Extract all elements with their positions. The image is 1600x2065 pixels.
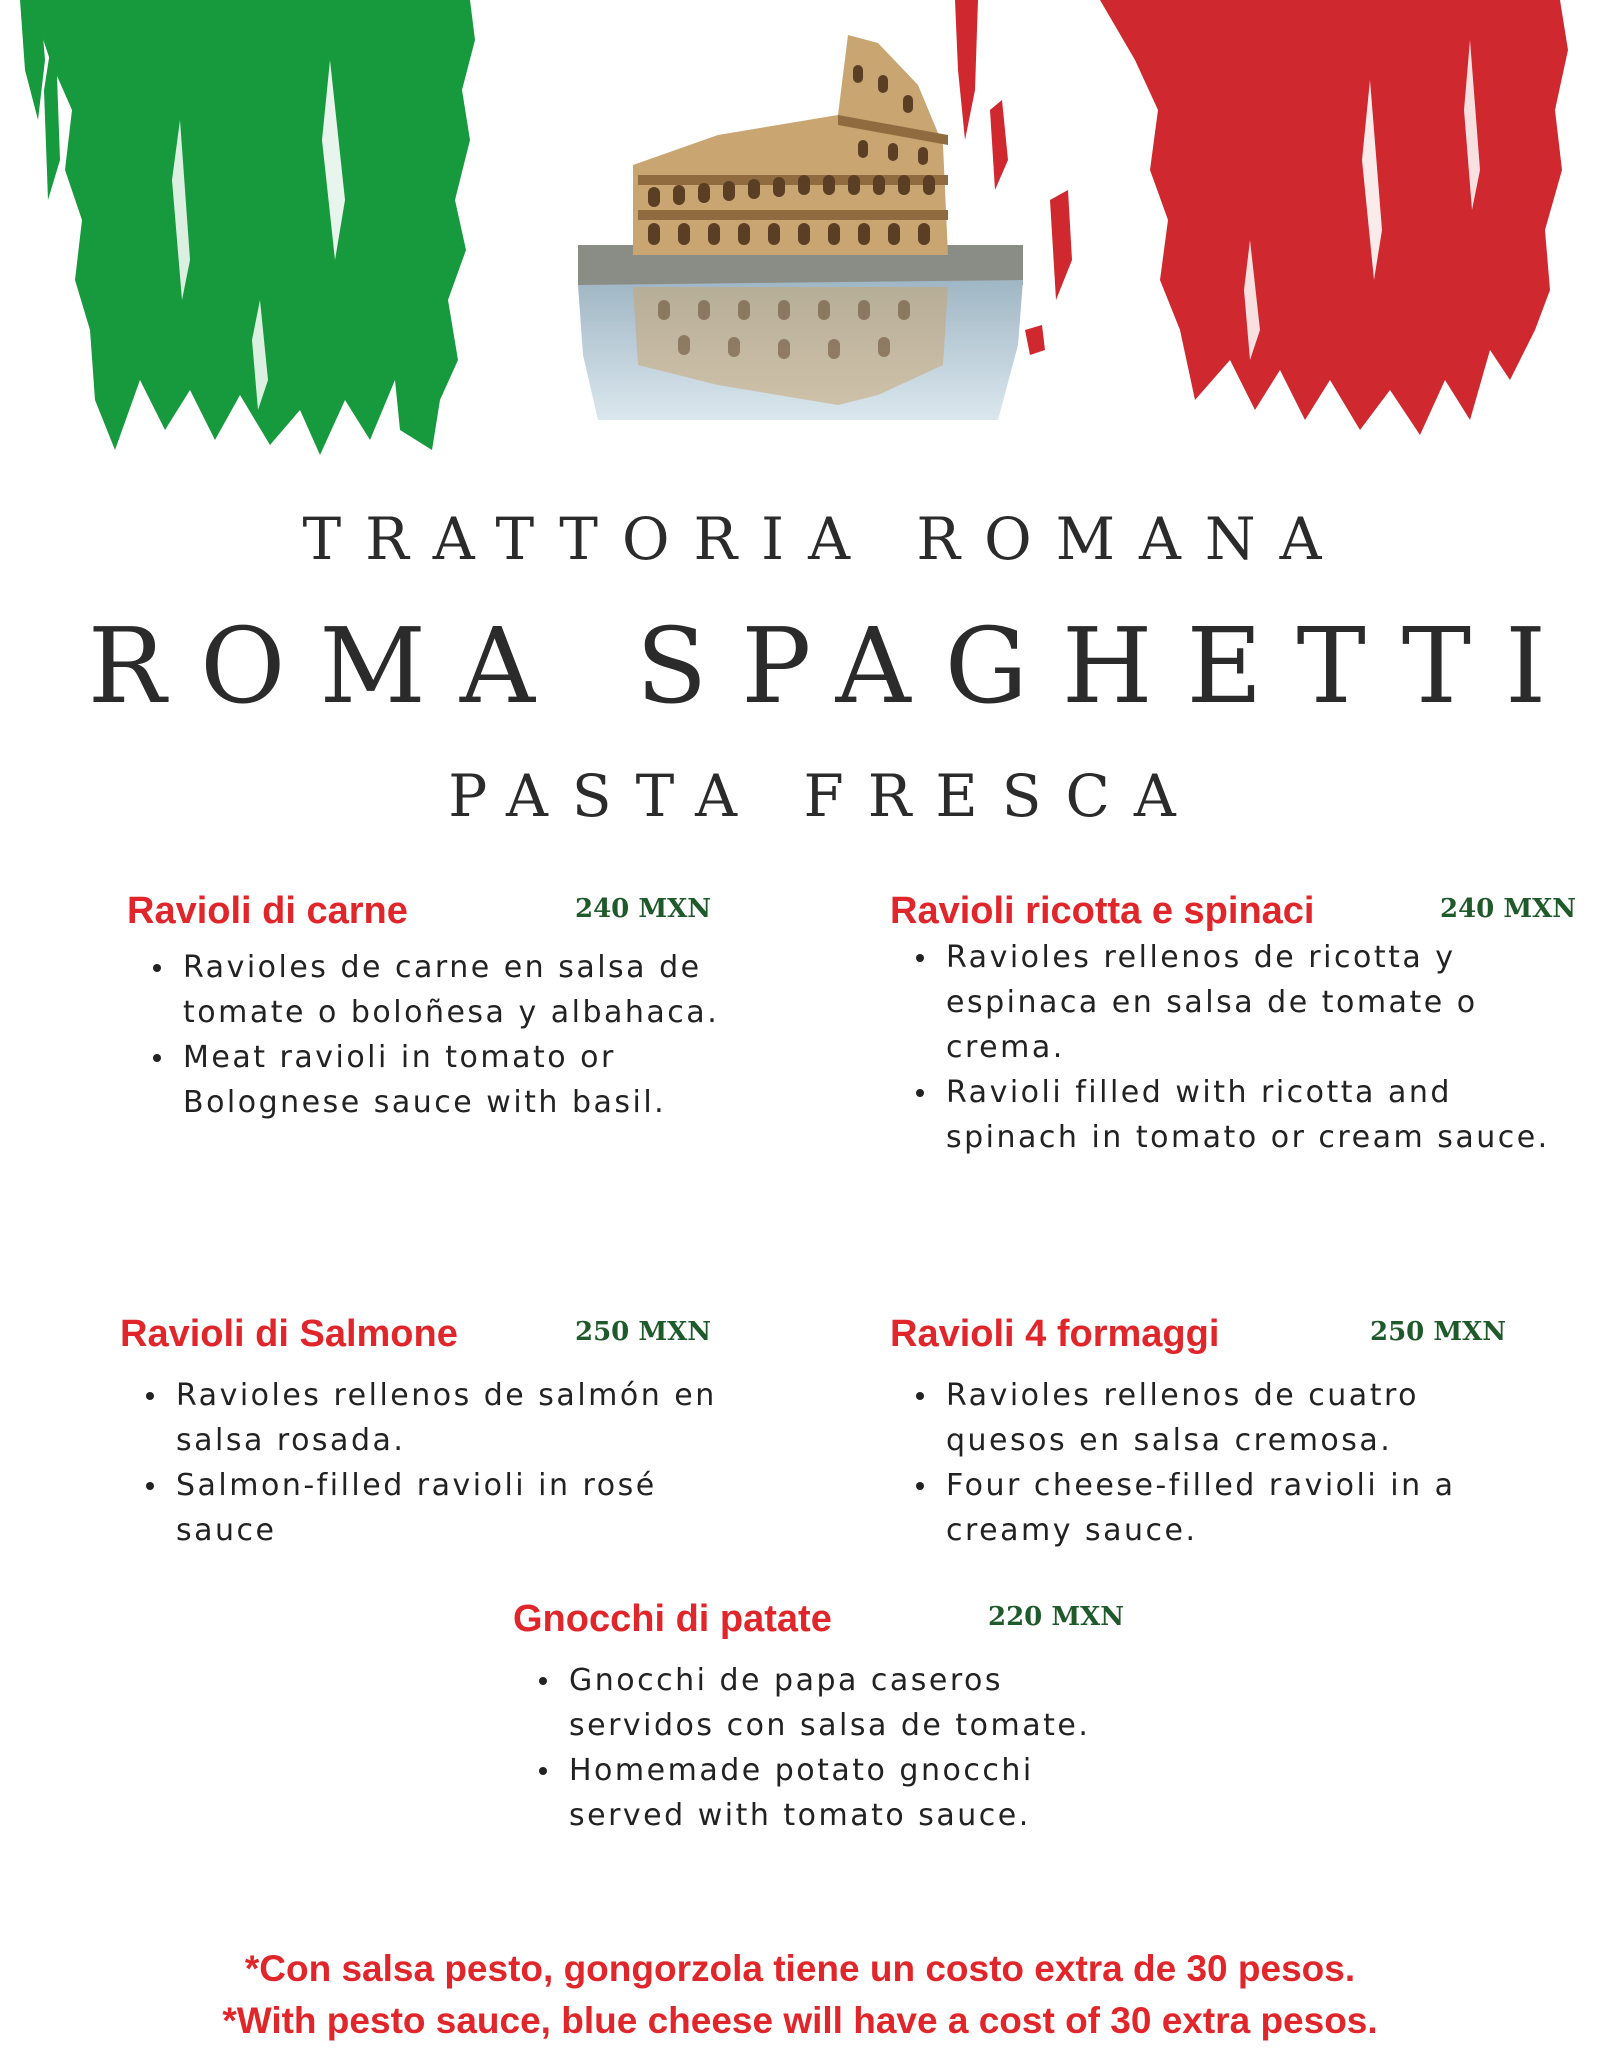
- dish-description-es: Ravioles de carne en salsa de tomate o boloñesa y albahaca.: [183, 945, 803, 1035]
- restaurant-subtitle: TRATTORIA ROMANA: [302, 505, 1346, 573]
- dish-description-en: Salmon-filled ravioli in rosé sauce: [176, 1463, 736, 1553]
- dish-name: Ravioli di Salmone: [120, 1313, 458, 1355]
- green-brush-stroke: [0, 0, 500, 470]
- dish-price: 250 MXN: [1370, 1317, 1507, 1347]
- dish-name: Ravioli ricotta e spinaci: [890, 890, 1315, 932]
- dish-description-es: Ravioles rellenos de ricotta y espinaca en salsa de tomate o crema.: [946, 935, 1566, 1070]
- footnote-english: *With pesto sauce, blue cheese will have a cost of 30 extra pesos.: [222, 2000, 1378, 2041]
- dish-description-en: Homemade potato gnocchi served with tomato sauce.: [569, 1748, 1129, 1838]
- dish-name: Gnocchi di patate: [513, 1598, 832, 1640]
- dish-description-es: Gnocchi de papa caseros servidos con salsa de tomate.: [569, 1658, 1129, 1748]
- dish-description-en: Meat ravioli in tomato or Bolognese sauce with basil.: [183, 1035, 803, 1125]
- restaurant-title: ROMA SPAGHETTI: [87, 605, 1581, 727]
- dish-name: Ravioli di carne: [127, 890, 408, 932]
- dish-description-list: [513, 1658, 1129, 1838]
- dish-description-list: [127, 945, 803, 1125]
- footnote-spanish: *Con salsa pesto, gongorzola tiene un costo extra de 30 pesos.: [244, 1948, 1356, 1989]
- colosseum-illustration: [578, 25, 1023, 420]
- dish-description-en: Ravioli filled with ricotta and spinach in tomato or cream sauce.: [946, 1070, 1566, 1160]
- dish-price: 240 MXN: [1440, 894, 1577, 924]
- dish-description-list: [890, 1373, 1546, 1553]
- dish-price: 220 MXN: [988, 1602, 1125, 1632]
- dish-description-list: [120, 1373, 736, 1553]
- dish-name: Ravioli 4 formaggi: [890, 1313, 1220, 1355]
- dish-description-es: Ravioles rellenos de salmón en salsa rosada.: [176, 1373, 736, 1463]
- red-brush-stroke: [950, 0, 1600, 450]
- dish-price: 240 MXN: [575, 894, 712, 924]
- dish-description-en: Four cheese-filled ravioli in a creamy sauce.: [946, 1463, 1546, 1553]
- menu-section-title: PASTA FRESCA: [448, 762, 1200, 830]
- dish-description-es: Ravioles rellenos de cuatro quesos en salsa cremosa.: [946, 1373, 1546, 1463]
- dish-description-list: [890, 935, 1566, 1160]
- dish-price: 250 MXN: [575, 1317, 712, 1347]
